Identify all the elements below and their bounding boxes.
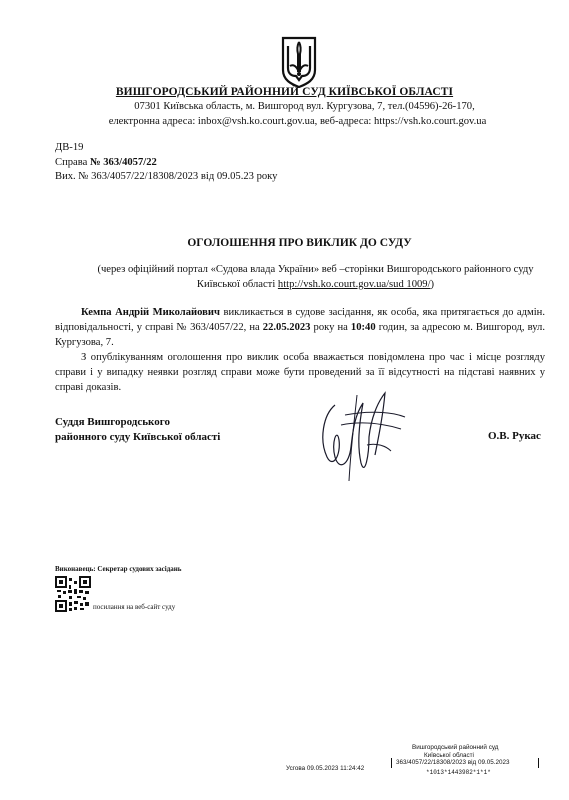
judge-title-line1: Суддя Вишгородського [55,416,170,428]
judge-title [55,415,220,445]
stamp-reg-number: 363/4057/22/18308/2023 від 09.05.2023 [396,759,510,766]
consequences-paragraph: З опублікуванням оголошення про виклик особа вважається повідомлена про час і місце розгляду справи і у випадку неявки розгляд справи може бути проведений за її відсутності на підставі наявних у справі доказів. [55,352,545,393]
hearing-date: 22.05.2023 [262,322,311,333]
case-line [55,157,157,168]
outgoing-prefix: Вих. № [55,171,92,182]
hearing-time: 10:40 [350,322,376,333]
court-contacts: електронна адреса: inbox@vsh.ko.court.gov.ua, веб-адреса: https://vsh.ko.court.gov.ua [108,116,487,127]
form-code: ДВ-19 [55,142,84,153]
stamp-timestamp: Усгова 09.05.2023 11:24:42 [286,765,365,772]
summons-text-a: викликається в судове засідання, як особа, яка притягається до адмін. відповідальності, у справі № 363/4057/22, на [55,307,545,333]
qr-code-icon[interactable] [55,576,91,612]
summoned-person-name: Кемпа Андрій Миколайович [81,307,220,318]
judge-title-line2: районного суду Київської області [55,431,221,443]
summons-text-c: годин, за адресою м. Вишгород, вул. Кургузова, 7. [55,322,545,348]
publication-note [88,262,543,292]
case-prefix: Справа [55,157,90,168]
summons-text-b: року на [310,322,351,333]
document-date: 09.05.23 року [216,171,278,182]
date-prefix: від [198,171,217,182]
stamp-region: Київської області [424,752,474,759]
outgoing-number: 363/4057/22/18308/2023 [91,171,199,182]
stamp-barcode: *1013*1443982*1*1* [426,769,491,776]
notice-title: ОГОЛОШЕННЯ ПРО ВИКЛИК ДО СУДУ [187,237,412,249]
executor-line: Виконавець: Секретар судових засідань [55,565,182,573]
court-name: ВИШГОРОДСЬКИЙ РАЙОННИЙ СУД КИЇВСЬКОЇ ОБЛАСТІ [115,86,454,98]
court-portal-link[interactable]: http://vsh.ko.court.gov.ua/sud 1009/ [277,279,431,290]
summons-paragraph [55,305,545,350]
ukraine-coat-of-arms-icon [279,36,319,88]
stamp-court: Вишгородський районний суд [412,744,499,751]
handwritten-signature-icon [305,385,413,485]
judge-name: О.В. Рукас [488,430,541,442]
registration-stamp [286,744,546,776]
court-address: 07301 Київська область, м. Вишгород вул. Кургузова, 7, тел.(04596)-26-170, [134,101,475,112]
outgoing-line [55,171,277,182]
publication-close: ) [430,279,435,290]
qr-caption: посилання на веб-сайт суду [93,603,176,611]
publication-text: (через офіційний портал «Судова влада України» веб –сторінки Вишгородського районного суду Київської області [97,264,534,290]
case-number: № 363/4057/22 [89,157,157,168]
